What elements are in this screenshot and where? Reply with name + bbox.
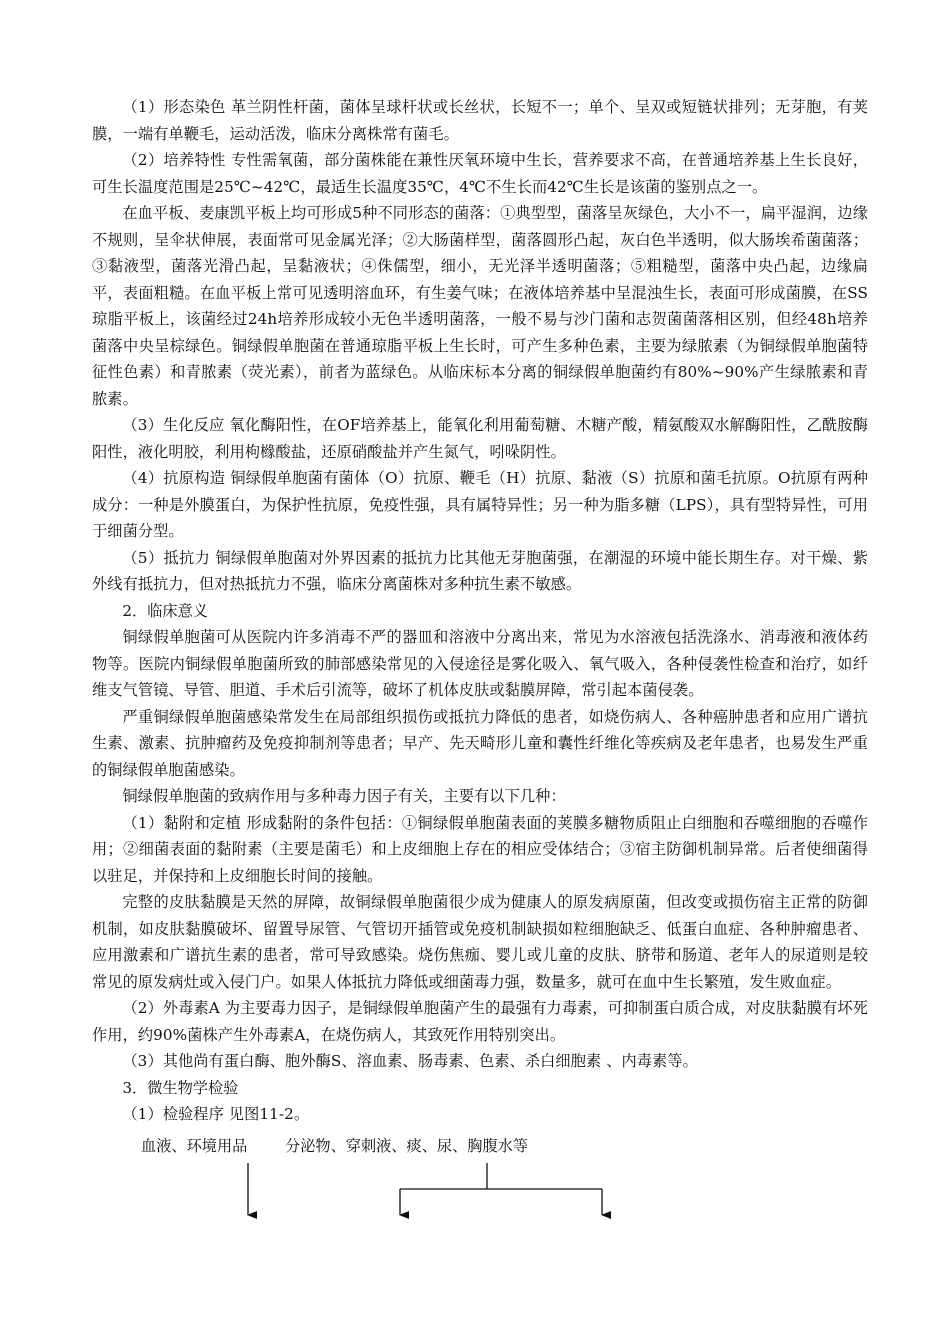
flowchart-right-label: 分泌物、穿刺液、痰、尿、胸腹水等 xyxy=(285,1137,528,1155)
document-body xyxy=(92,94,868,1128)
paragraph-procedure: （1）检验程序 见图11-2。 xyxy=(122,1105,310,1123)
paragraph-virulence-intro: 铜绿假单胞菌的致病作用与多种毒力因子有关，主要有以下几种： xyxy=(122,787,566,805)
paragraph-adhesion: （1）黏附和定植 形成黏附的条件包括：①铜绿假单胞菌表面的荚膜多糖物质阻止白细胞和吞噬细胞的吞噬作用；②细菌表面的黏附素（主要是菌毛）和上皮细胞上存在的相应受体结合；③宿主防御机制异常。后者使细菌得以驻足，并保持和上皮细胞长时间的接触。 xyxy=(92,813,868,885)
flowchart-arrows xyxy=(0,1133,950,1233)
flowchart xyxy=(0,1133,950,1233)
paragraph-morphology: （1）形态染色 革兰阴性杆菌，菌体呈球杆状或长丝状，长短不一；单个、呈双或短链状排列；无芽胞，有荚膜，一端有单鞭毛，运动活泼，临床分离株常有菌毛。 xyxy=(92,98,868,143)
paragraph-biochemistry: （3）生化反应 氧化酶阳性，在OF培养基上，能氧化利用葡萄糖、木糖产酸，精氨酸双水解酶阳性，乙酰胺酶阳性，液化明胶，利用枸橼酸盐，还原硝酸盐并产生氮气，吲哚阴性。 xyxy=(92,416,868,461)
section-heading-clinical: 2．临床意义 xyxy=(122,601,208,620)
paragraph-skin-barrier: 完整的皮肤黏膜是天然的屏障，故铜绿假单胞菌很少成为健康人的原发病原菌，但改变或损伤宿主正常的防御机制，如皮肤黏膜破坏、留置导尿管、气管切开插管或免疫机制缺损如粒细胞缺乏、低蛋白血症、各种肿瘤患者、应用激素和广谱抗生素的患者，常可导致感染。烧伤焦痂、婴儿或儿童的皮肤、脐带和肠道、老年人的尿道则是较常见的原发病灶或入侵门户。如果人体抵抗力降低或细菌毒力强，数量多，就可在血中生长繁殖，发生败血症。 xyxy=(92,893,868,991)
paragraph-antigen: （4）抗原构造 铜绿假单胞菌有菌体（O）抗原、鞭毛（H）抗原、黏液（S）抗原和菌毛抗原。O抗原有两种成分：一种是外膜蛋白，为保护性抗原，免疫性强，具有属特异性；另一种为脂多糖（LPS），具有型特异性，可用于细菌分型。 xyxy=(92,469,868,540)
paragraph-culture: （2）培养特性 专性需氧菌，部分菌株能在兼性厌氧环境中生长，营养要求不高，在普通培养基上生长良好，可生长温度范围是25℃~42℃，最适生长温度35℃，4℃不生长而42℃生长是该菌的鉴别点之一。 xyxy=(92,151,868,196)
paragraph-clinical-source: 铜绿假单胞菌可从医院内许多消毒不严的器皿和溶液中分离出来，常见为水溶液包括洗涤水、消毒液和液体药物等。医院内铜绿假单胞菌所致的肺部感染常见的入侵途径是雾化吸入、氧气吸入，各种侵袭性检查和治疗，如纤维支气管镜、导管、胆道、手术后引流等，破坏了机体皮肤或黏膜屏障，常引起本菌侵袭。 xyxy=(92,628,868,699)
section-heading-microbiology: 3．微生物学检验 xyxy=(122,1078,239,1097)
paragraph-exotoxin: （2）外毒素A 为主要毒力因子，是铜绿假单胞菌产生的最强有力毒素，可抑制蛋白质合成，对皮肤黏膜有坏死作用，约90%菌株产生外毒素A，在烧伤病人，其致死作用特别突出。 xyxy=(92,999,868,1044)
flowchart-left-label: 血液、环境用品 xyxy=(141,1137,248,1155)
paragraph-colonies: 在血平板、麦康凯平板上均可形成5种不同形态的菌落：①典型型，菌落呈灰绿色，大小不一，扁平湿润，边缘不规则，呈伞状伸展，表面常可见金属光泽；②大肠菌样型，菌落圆形凸起，灰白色半透明，似大肠埃希菌菌落；③黏液型，菌落光滑凸起，呈黏液状；④侏儒型，细小，无光泽半透明菌落；⑤粗糙型，菌落中央凸起，边缘扁平，表面粗糙。在血平板上常可见透明溶血环，有生姜气味；在液体培养基中呈混浊生长，表面可形成菌膜，在SS琼脂平板上，该菌经过24h培养形成较小无色半透明菌落，一般不易与沙门菌和志贺菌菌落相区别，但经48h培养菌落中央呈棕绿色。铜绿假单胞菌在普通琼脂平板上生长时，可产生多种色素，主要为绿脓素（为铜绿假单胞菌特征性色素）和青脓素（荧光素），前者为蓝绿色。从临床标本分离的铜绿假单胞菌约有80%~90%产生绿脓素和青脓素。 xyxy=(92,204,868,408)
paragraph-resistance: （5）抵抗力 铜绿假单胞菌对外界因素的抵抗力比其他无芽胞菌强，在潮湿的环境中能长期生存。对干燥、紫外线有抵抗力，但对热抵抗力不强，临床分离菌株对多种抗生素不敏感。 xyxy=(92,548,868,593)
paragraph-clinical-patients: 严重铜绿假单胞菌感染常发生在局部组织损伤或抵抗力降低的患者，如烧伤病人、各种癌肿患者和应用广谱抗生素、激素、抗肿瘤药及免疫抑制剂等患者；早产、先天畸形儿童和囊性纤维化等疾病及老年患者，也易发生严重的铜绿假单胞菌感染。 xyxy=(92,707,868,779)
paragraph-other-factors: （3）其他尚有蛋白酶、胞外酶S、溶血素、肠毒素、色素、杀白细胞素 、内毒素等。 xyxy=(122,1052,698,1070)
